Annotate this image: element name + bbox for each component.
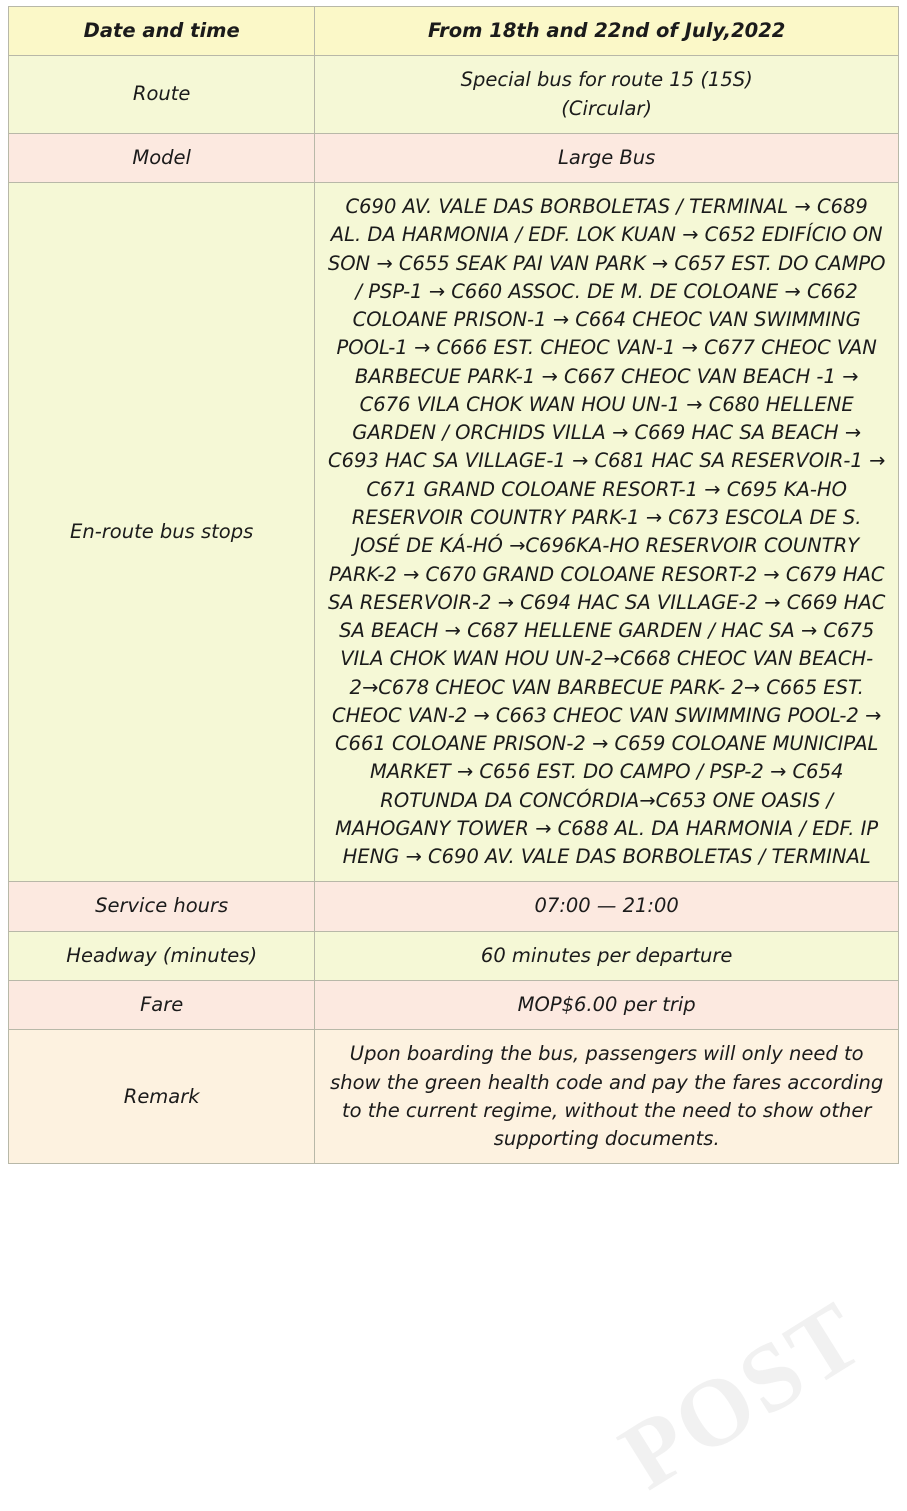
row-label-route: Route (9, 56, 315, 134)
table-row (9, 882, 899, 931)
row-label-en-route-bus-stops: En-route bus stops (9, 183, 315, 882)
row-label-remark: Remark (9, 1030, 315, 1164)
row-value-remark: Upon boarding the bus, passengers will only need to show the green health code and pay the fares according to the current regime, without the need to show other supporting documents. (315, 1030, 899, 1164)
route-line-2: (Circular) (561, 96, 653, 120)
route-line-1: Special bus for route 15 (15S) (460, 68, 753, 92)
table-row (9, 56, 899, 134)
watermark: POST (602, 1279, 882, 1510)
header-value-date-range: From 18th and 22nd of July,2022 (315, 7, 899, 56)
table-row (9, 183, 899, 882)
row-value-route (315, 56, 899, 134)
row-value-service-hours: 07:00 — 21:00 (315, 882, 899, 931)
row-value-headway: 60 minutes per departure (315, 931, 899, 980)
table-header-row (9, 7, 899, 56)
header-label-date-and-time: Date and time (9, 7, 315, 56)
row-label-model: Model (9, 133, 315, 182)
table-row (9, 1030, 899, 1164)
table-row (9, 931, 899, 980)
row-value-en-route-bus-stops: C690 AV. VALE DAS BORBOLETAS / TERMINAL → C689 AL. DA HARMONIA / EDF. LOK KUAN → C652 EDIFÍCIO ON SON → C655 SEAK PAI VAN PARK → C657 EST. DO CAMPO / PSP-1 → C660 ASSOC. DE M. DE COLOANE → C662 COLOANE PRISON-1 → C664 CHEOC VAN SWIMMING POOL-1 → C666 EST. CHEOC VAN-1 → C677 CHEOC VAN BARBECUE PARK-1 → C667 CHEOC VAN BEACH -1 → C676 VILA CHOK WAN HOU UN-1 → C680 HELLENE GARDEN / ORCHIDS VILLA → C669 HAC SA BEACH → C693 HAC SA VILLAGE-1 → C681 HAC SA RESERVOIR-1 → C671 GRAND COLOANE RESORT-1 → C695 KA-HO RESERVOIR COUNTRY PARK-1 → C673 ESCOLA DE S. JOSÉ DE KÁ-HÓ →C696KA-HO RESERVOIR COUNTRY PARK-2 → C670 GRAND COLOANE RESORT-2 → C679 HAC SA RESERVOIR-2 → C694 HAC SA VILLAGE-2 → C669 HAC SA BEACH → C687 HELLENE GARDEN / HAC SA → C675 VILA CHOK WAN HOU UN-2→C668 CHEOC VAN BEACH-2→C678 CHEOC VAN BARBECUE PARK- 2→ C665 EST. CHEOC VAN-2 → C663 CHEOC VAN SWIMMING POOL-2 → C661 COLOANE PRISON-2 → C659 COLOANE MUNICIPAL MARKET → C656 EST. DO CAMPO / PSP-2 → C654 ROTUNDA DA CONCÓRDIA→C653 ONE OASIS / MAHOGANY TOWER → C688 AL. DA HARMONIA / EDF. IP HENG → C690 AV. VALE DAS BORBOLETAS / TERMINAL (315, 183, 899, 882)
row-value-fare: MOP$6.00 per trip (315, 980, 899, 1029)
bus-service-table (8, 6, 899, 1164)
row-value-model: Large Bus (315, 133, 899, 182)
row-label-headway: Headway (minutes) (9, 931, 315, 980)
row-label-fare: Fare (9, 980, 315, 1029)
table-row (9, 133, 899, 182)
row-label-service-hours: Service hours (9, 882, 315, 931)
table-row (9, 980, 899, 1029)
